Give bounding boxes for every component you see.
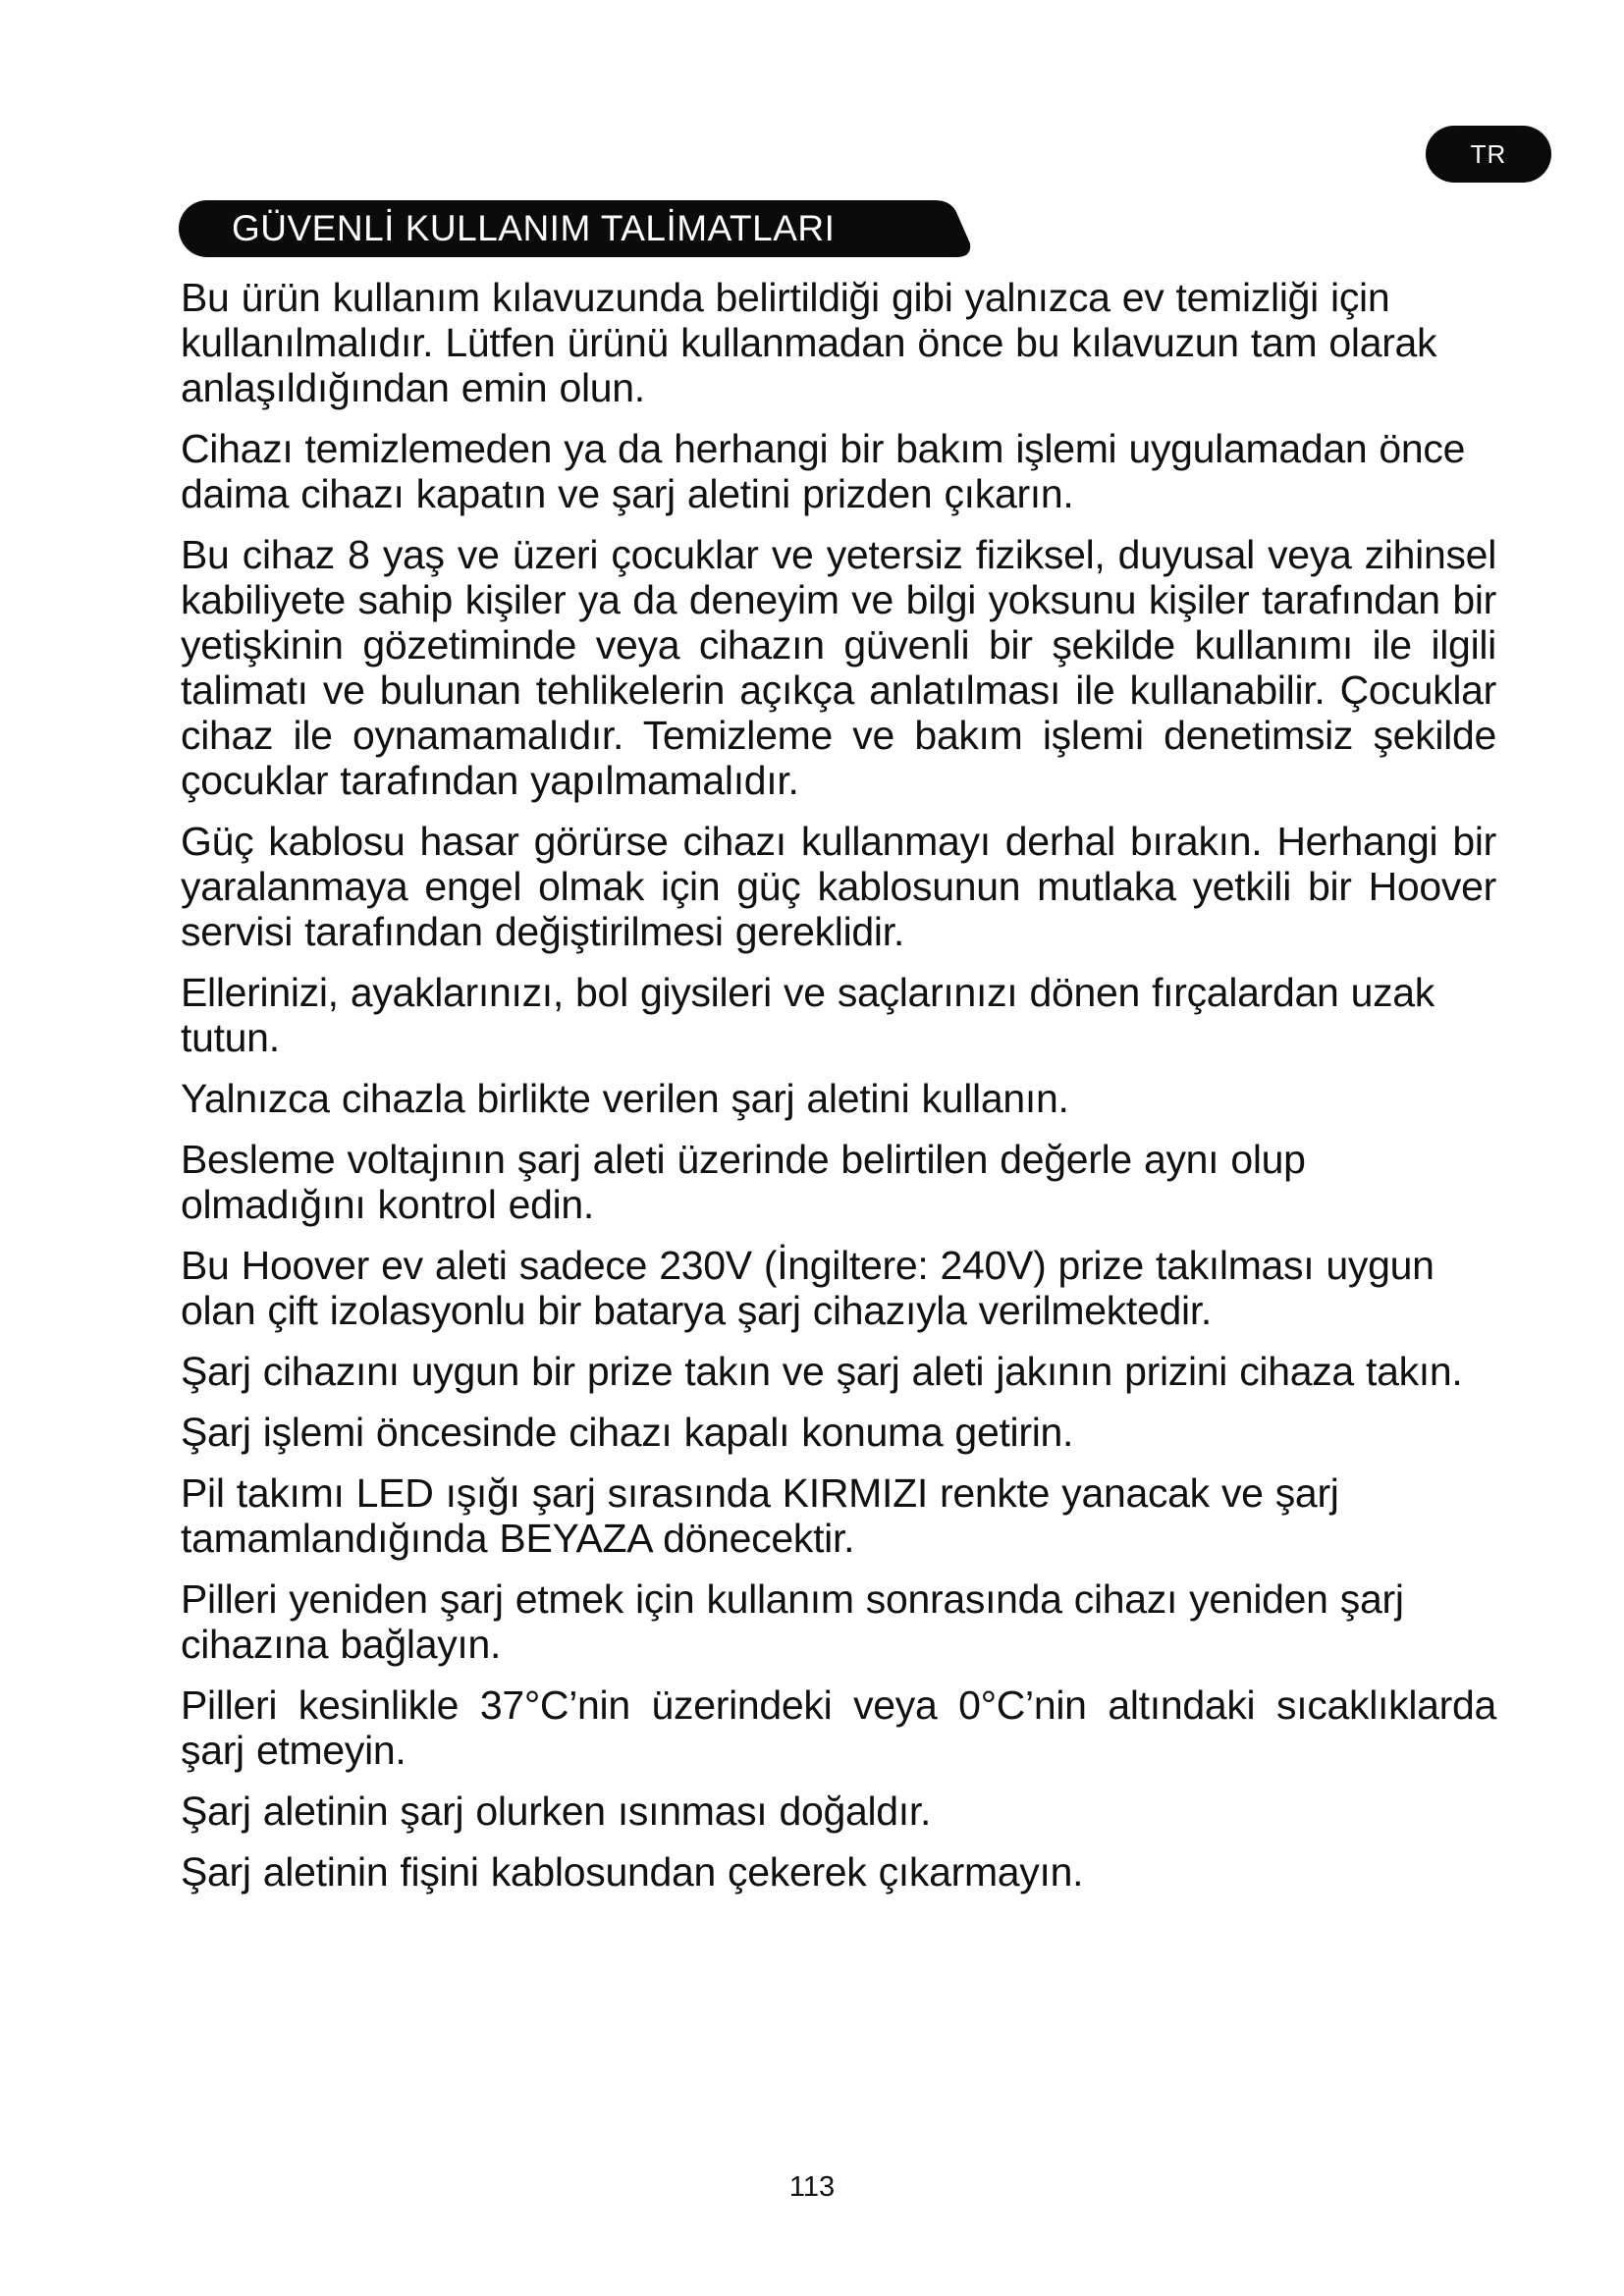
paragraph-cleaning: Cihazı temizlemeden ya da herhangi bir bakım işlemi uygulamadan önce daima cihazı kapatın ve şarj aletini prizden çıkarın. [181, 426, 1466, 516]
paragraph-warm: Şarj aletinin şarj olurken ısınması doğaldır. [181, 1789, 932, 1834]
paragraph-switch-off: Şarj işlemi öncesinde cihazı kapalı konuma getirin. [181, 1410, 1074, 1455]
paragraph-led: Pil takımı LED ışığı şarj sırasında KIRMIZI renkte yanacak ve şarj tamamlandığında BEYAZA dönecektir. [181, 1470, 1339, 1561]
section-header [179, 200, 972, 257]
paragraph-temperature: Pilleri kesinlikle 37°C’nin üzerindeki veya 0°C’nin altındaki sıcaklıklarda şarj etmeyin. [181, 1682, 1496, 1773]
language-badge: TR [1426, 126, 1551, 183]
paragraph-children: Bu cihaz 8 yaş ve üzeri çocuklar ve yetersiz fiziksel, duyusal veya zihinsel kabiliyete sahip kişiler ya da deneyim ve bilgi yoksunu kişiler tarafından bir yetişkinin gözetiminde veya cihazın güvenli bir şekilde kullanımı ile ilgili talimatı ve bulunan tehlikelerin açıkça anlatılması ile kullanabilir. Çocuklar cihaz ile oynamamalıdır. Temizleme ve bakım işlemi denetimsiz şekilde çocuklar tarafından yapılmamalıdır. [181, 532, 1496, 803]
paragraph-charger-only: Yalnızca cihazla birlikte verilen şarj aletini kullanın. [181, 1076, 1069, 1121]
paragraph-voltage: Besleme voltajının şarj aleti üzerinde belirtilen değerle aynı olup olmadığını kontrol edin. [181, 1137, 1306, 1227]
paragraph-usage: Bu ürün kullanım kılavuzunda belirtildiği gibi yalnızca ev temizliği için kullanılmalıdır. Lütfen ürünü kullanmadan önce bu kılavuzun tam olarak anlaşıldığından emin olun. [181, 275, 1437, 410]
paragraph-power-cord: Güç kablosu hasar görürse cihazı kullanmayı derhal bırakın. Herhangi bir yaralanmaya engel olmak için güç kablosunun mutlaka yetkili bir Hoover servisi tarafından değiştirilmesi gereklidir. [181, 819, 1496, 954]
instructions-body [181, 275, 1496, 1910]
section-title: GÜVENLİ KULLANIM TALİMATLARI [232, 208, 836, 248]
page-number: 113 [788, 2171, 836, 2203]
paragraph-unplug: Şarj aletinin fişini kablosundan çekerek çıkarmayın. [181, 1849, 1084, 1895]
paragraph-double-insulation: Bu Hoover ev aleti sadece 230V (İngiltere: 240V) prize takılması uygun olan çift izolasyonlu bir batarya şarj cihazıyla verilmektedir. [181, 1243, 1435, 1333]
paragraph-recharge: Pilleri yeniden şarj etmek için kullanım sonrasında cihazı yeniden şarj cihazına bağlayın. [181, 1576, 1404, 1667]
paragraph-brushes: Ellerinizi, ayaklarınızı, bol giysileri ve saçlarınızı dönen fırçalardan uzak tutun. [181, 970, 1435, 1060]
paragraph-plug-in: Şarj cihazını uygun bir prize takın ve şarj aleti jakının prizini cihaza takın. [181, 1349, 1463, 1394]
